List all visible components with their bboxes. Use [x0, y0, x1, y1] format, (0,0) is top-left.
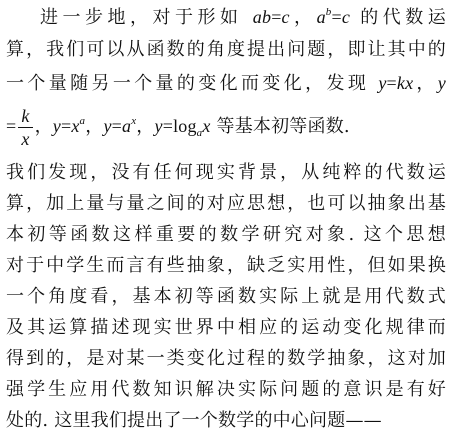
text-line-4	[6, 106, 446, 150]
math-ab: ab	[252, 7, 272, 27]
math-equals: =	[111, 116, 122, 136]
math-kx: kx	[396, 73, 414, 93]
math-exponent-x: x	[131, 115, 137, 127]
text-line-12: 强学生应用代数知识解决实际问题的意识是有好	[6, 379, 446, 400]
math-y: y	[52, 116, 61, 136]
math-equals: =	[60, 116, 72, 136]
comma: ，	[85, 116, 104, 137]
text-line-11: 得到的，是对某一类变化过程的数学抽象，这对加	[6, 348, 446, 369]
text-line-3	[6, 70, 446, 97]
math-equals: =	[386, 73, 397, 93]
text-line-7: 本初等函数这样重要的数学研究对象. 这个思想	[6, 224, 446, 245]
text-segment: 等基本初等函数.	[210, 116, 350, 137]
text-line-8: 对于中学生而言有些抽象，缺乏实用性，但如果换	[6, 255, 446, 276]
comma: ，	[136, 116, 155, 137]
math-equals: =	[331, 7, 342, 27]
text-line-10: 及其运算描述现实世界中相应的运动变化规律而	[6, 317, 446, 338]
fraction-denominator: x	[21, 128, 30, 149]
comma: ，	[413, 73, 438, 94]
math-equals: =	[6, 116, 17, 136]
math-x: x	[71, 116, 80, 136]
math-x: x	[202, 116, 211, 136]
math-a: a	[122, 116, 132, 136]
text-line-9: 一个角度看，基本初等函数实际上就是用代数式	[6, 286, 446, 307]
text-segment: 一个量随另一个量的变化而变化，发现	[6, 73, 379, 94]
comma: ，	[34, 116, 53, 137]
math-exponent-a: a	[79, 115, 86, 127]
math-y: y	[103, 116, 112, 136]
math-c: c	[341, 7, 351, 27]
math-a: a	[316, 7, 326, 27]
text-line-13: 处的. 这里我们提出了一个数学的中心问题——	[6, 410, 382, 431]
math-equals: =	[271, 7, 282, 27]
text-segment: 进一步地，对于形如	[40, 7, 253, 28]
text-line-6: 算，加上量与量之间的对应思想，也可以抽象出基	[6, 193, 446, 214]
text-line-1	[40, 4, 446, 31]
math-log: log	[173, 116, 197, 136]
math-exponent-b: b	[325, 6, 332, 18]
text-segment: 的代数运	[350, 7, 446, 28]
math-c: c	[281, 7, 290, 27]
fraction-numerator: k	[18, 107, 32, 128]
comma: ，	[289, 7, 317, 28]
text-line-5: 我们发现，没有任何现实背景，从纯粹的代数运	[6, 162, 446, 183]
math-y: y	[154, 116, 163, 136]
fraction-k-over-x	[18, 107, 32, 148]
math-y: y	[378, 73, 387, 93]
text-line-2: 算，我们可以从函数的角度提出问题，即让其中的	[6, 39, 446, 60]
math-log-base-a: a	[196, 127, 203, 139]
math-equals: =	[162, 116, 174, 136]
math-y: y	[437, 73, 446, 93]
